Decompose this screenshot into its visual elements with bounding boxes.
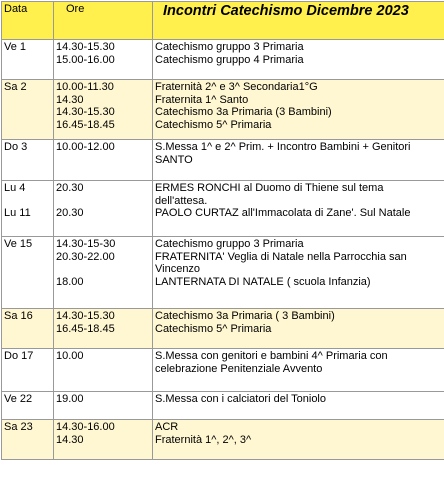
table-row [2, 237, 444, 309]
time-cell: 14.30-16.00 14.30 [54, 420, 153, 460]
date-cell: Ve 22 [2, 392, 54, 420]
date-cell: Ve 15 [2, 237, 54, 309]
activity-cell: S.Messa con genitori e bambini 4^ Primaria con celebrazione Penitenziale Avvento [153, 349, 444, 392]
table-row [2, 40, 444, 80]
schedule-table [1, 1, 444, 460]
date-cell: Sa 23 [2, 420, 54, 460]
time-cell: 20.30 20.30 [54, 181, 153, 237]
table-row [2, 420, 444, 460]
table-row [2, 80, 444, 140]
activity-cell: Fraternità 2^ e 3^ Secondaria1°G Fraternita 1^ Santo Catechismo 3a Primaria (3 Bambini) Catechismo 5^ Primaria [153, 80, 444, 140]
table-row [2, 349, 444, 392]
activity-cell: Catechismo 3a Primaria ( 3 Bambini) Catechismo 5^ Primaria [153, 309, 444, 349]
activity-cell: Catechismo gruppo 3 Primaria Catechismo gruppo 4 Primaria [153, 40, 444, 80]
time-cell: 14.30-15.30 15.00-16.00 [54, 40, 153, 80]
table-row [2, 181, 444, 237]
time-cell: 14.30-15.30 16.45-18.45 [54, 309, 153, 349]
header-date: Data [2, 2, 54, 40]
time-cell: 10.00-11.30 14.30 14.30-15.30 16.45-18.45 [54, 80, 153, 140]
time-cell: 14.30-15-30 20.30-22.00 18.00 [54, 237, 153, 309]
activity-cell: ERMES RONCHI al Duomo di Thiene sul tema dell'attesa. PAOLO CURTAZ all'Immacolata di Zane'. Sul Natale [153, 181, 444, 237]
header-title-cell [153, 2, 444, 40]
time-cell: 10.00-12.00 [54, 140, 153, 181]
date-cell: Ve 1 [2, 40, 54, 80]
table-row [2, 309, 444, 349]
table-row [2, 392, 444, 420]
activity-cell: ACR Fraternità 1^, 2^, 3^ [153, 420, 444, 460]
header-row [2, 2, 444, 40]
time-cell: 19.00 [54, 392, 153, 420]
header-time: Ore [54, 2, 153, 40]
date-cell: Do 17 [2, 349, 54, 392]
page-title: Incontri Catechismo Dicembre 2023 [163, 3, 409, 19]
date-cell: Sa 16 [2, 309, 54, 349]
activity-cell: S.Messa 1^ e 2^ Prim. + Incontro Bambini + Genitori SANTO [153, 140, 444, 181]
table-row [2, 140, 444, 181]
date-cell: Do 3 [2, 140, 54, 181]
date-cell: Lu 4 Lu 11 [2, 181, 54, 237]
date-cell: Sa 2 [2, 80, 54, 140]
activity-cell: S.Messa con i calciatori del Toniolo [153, 392, 444, 420]
time-cell: 10.00 [54, 349, 153, 392]
activity-cell: Catechismo gruppo 3 Primaria FRATERNITA' Veglia di Natale nella Parrocchia san Vincenzo LANTERNATA DI NATALE ( scuola Infanzia) [153, 237, 444, 309]
